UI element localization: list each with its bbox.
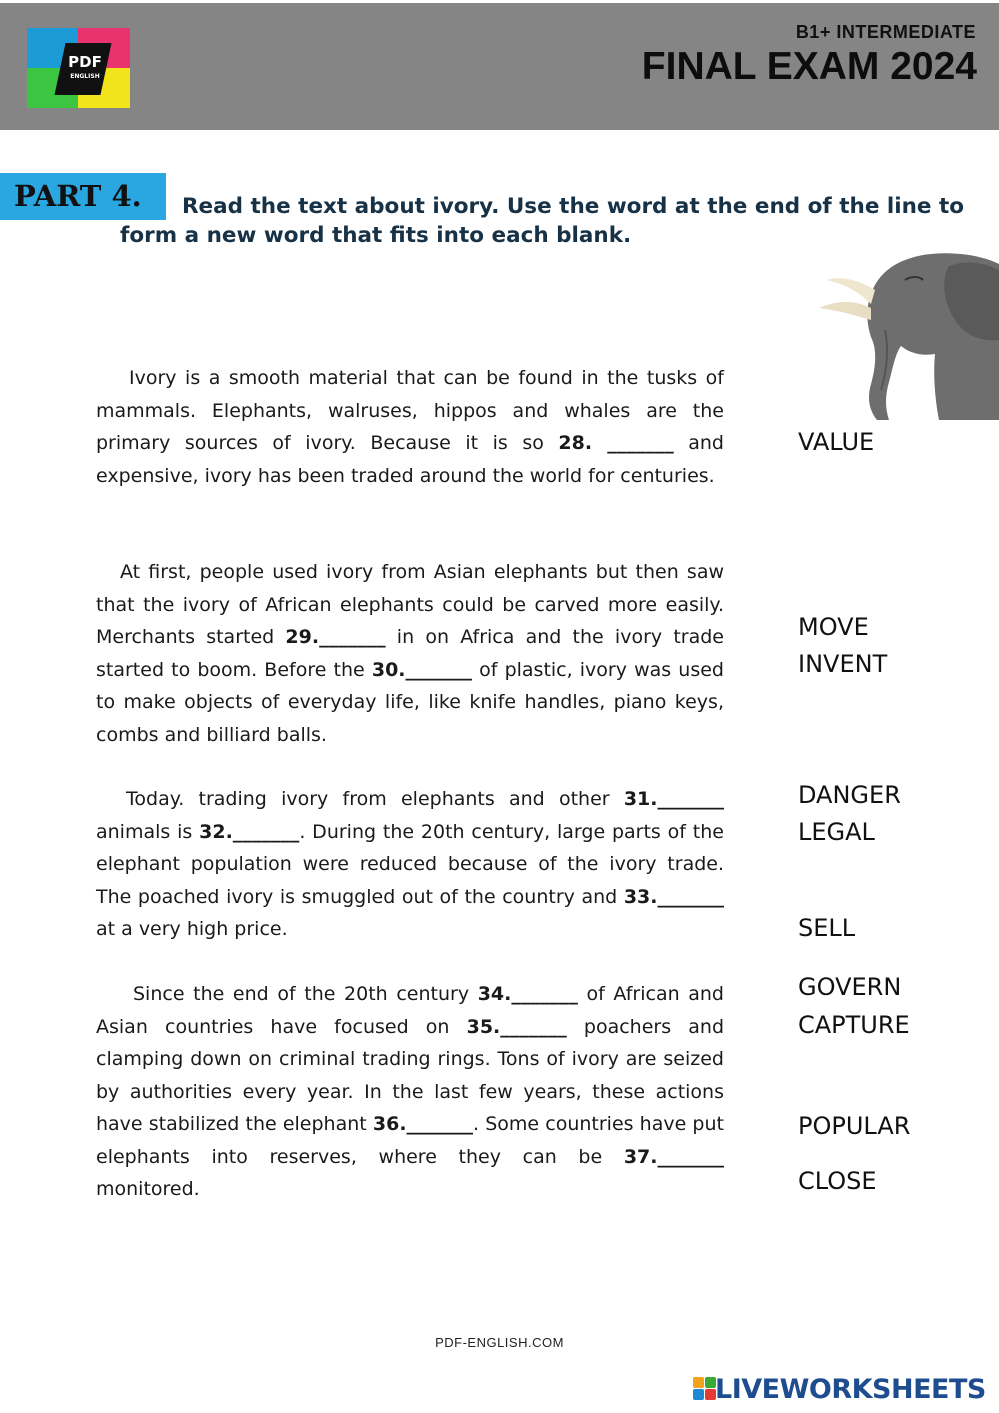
word-close: CLOSE [798, 1167, 877, 1195]
gap-33[interactable]: 33._______ [623, 885, 724, 908]
paragraph-3: Today. trading ivory from elephants and other 31._______ animals is 32._______. During the 20th century, large parts of the elephant population were reduced because of the ivory trade. The poached ivory is smuggled out of the country and 33._______ at a very high price. [96, 788, 724, 940]
gap-31[interactable]: 31._______ [623, 788, 724, 810]
gap-29[interactable]: 29._______ [285, 626, 386, 648]
pdf-english-logo [27, 28, 130, 108]
liveworksheets-icon [693, 1377, 717, 1401]
gap-34[interactable]: 34._______ [477, 983, 578, 1005]
word-invent: INVENT [798, 650, 888, 678]
exam-title: FINAL EXAM 2024 [641, 45, 977, 88]
word-move: MOVE [798, 613, 869, 641]
header-bar [0, 3, 999, 130]
gap-35[interactable]: 35._______ [466, 1015, 567, 1038]
word-value: VALUE [798, 428, 875, 456]
liveworksheets-text: LIVEWORKSHEETS [715, 1374, 986, 1405]
word-sell: SELL [798, 914, 856, 942]
part-label: PART 4. [14, 179, 142, 213]
footer-url: PDF-ENGLISH.COM [435, 1335, 564, 1350]
word-legal: LEGAL [798, 818, 875, 846]
word-capture: CAPTURE [798, 1011, 910, 1039]
logo-text: PDF [68, 53, 102, 71]
paragraph-4: Since the end of the 20th century 34._______ of African and Asian countries have focused on 35._______ poachers and clamping down on criminal trading rings. Tons of ivory are seized by authorities every year. In the last few years, these actions have stabilized the elephant 36._______. Some countries have put elephants into reserves, where they can be 37._______ monitored. [96, 983, 725, 1200]
logo-subtext: ENGLISH [70, 73, 100, 80]
gap-36[interactable]: 36._______ [372, 1113, 474, 1135]
gap-32[interactable]: 32._______ [199, 820, 300, 843]
gap-37[interactable]: 37._______ [623, 1145, 724, 1168]
elephant-image [815, 250, 999, 420]
gap-28[interactable]: 28. _______ [558, 432, 674, 454]
word-govern: GOVERN [798, 973, 902, 1001]
word-popular: POPULAR [798, 1112, 911, 1140]
word-danger: DANGER [798, 781, 901, 809]
paragraph-1: Ivory is a smooth material that can be found in the tusks of mammals. Elephants, walruses, hippos and whales are the primary sources of ivory. Because it is so 28. _______ and expensive, ivory has been traded around the world for centuries. [96, 367, 724, 487]
level-label: B1+ INTERMEDIATE [795, 22, 976, 42]
instructions: Read the text about ivory. Use the word at the end of the line to form a new word that fits into each blank. [120, 194, 965, 248]
paragraph-2: At first, people used ivory from Asian elephants but then saw that the ivory of African elephants could be carved more easily. Merchants started 29._______ in on Africa and the ivory trade started to boom. Before the 30._______ of plastic, ivory was used to make objects of everyday life, like knife handles, piano keys, combs and billiard balls. [96, 561, 724, 746]
gap-30[interactable]: 30._______ [371, 658, 473, 681]
